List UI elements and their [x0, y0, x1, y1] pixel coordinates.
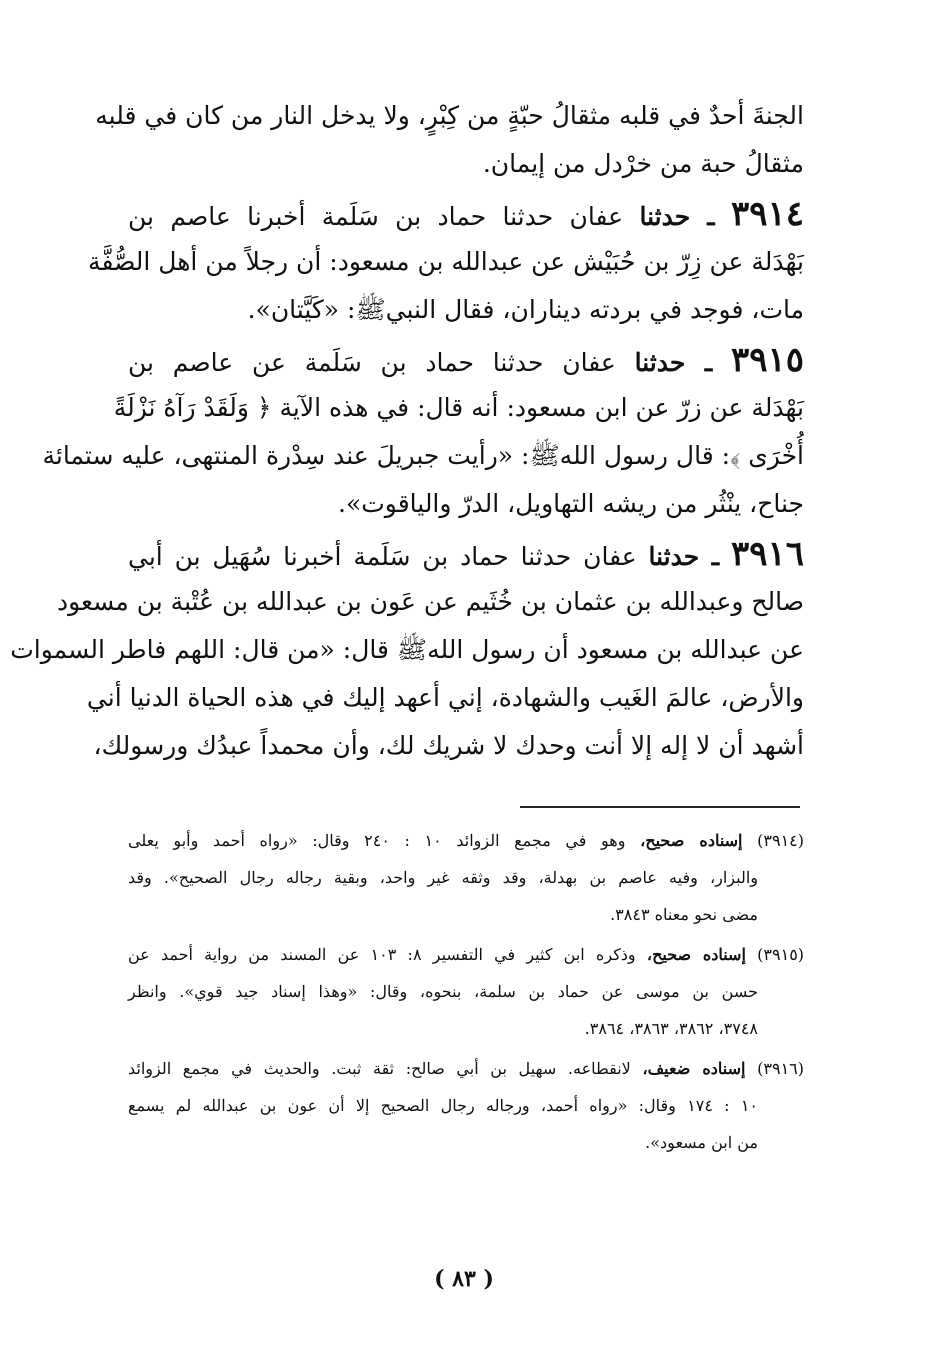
hadith-3914 [88, 190, 805, 334]
footnote-line: مضى نحو معناه ٣٨٤٣. [610, 905, 758, 924]
text-line: مثقالُ حبة من خرْدل من إيمان. [482, 149, 804, 178]
text-line: عفان حدثنا حماد بن سَلَمة أخبرنا سُهَيل بن أبي [128, 542, 637, 571]
hadith-label: ـ حدثنا [634, 348, 713, 377]
footnote-grade: إسناده صحيح، [640, 831, 743, 850]
footnote-line: والبزار، وفيه عاصم بن بهدلة، وقد وثقه غير واحد، وبقية رجاله رجال الصحيح». وقد [128, 868, 758, 887]
text-line: عن عبدالله بن مسعود أن رسول اللهﷺ قال: «من قال: اللهم فاطر السموات [10, 635, 804, 664]
main-text [10, 92, 805, 770]
hadith-label: ـ حدثنا [639, 202, 715, 231]
hadith-label: ـ حدثنا [648, 542, 720, 571]
footnote-text: وذكره ابن كثير في التفسير ٨: ١٠٣ عن المسند من رواية أحمد عن [128, 945, 636, 964]
footnote-ref: (٣٩١٦) [757, 1059, 804, 1078]
text-line: جناح، ينْثُر من ريشه التهاويل، الدرّ والياقوت». [338, 489, 804, 518]
footnote-ref: (٣٩١٥) [757, 945, 805, 964]
text-line: بَهْدَلة عن زِرّ بن حُبَيْش عن عبدالله بن مسعود: أن رجلاً من أهل الصُّفَّة [88, 247, 804, 276]
footnotes [128, 822, 804, 1161]
footnote-line: من ابن مسعود». [645, 1133, 758, 1152]
text-line: أشهد أن لا إله إلا أنت وحدك لا شريك لك، وأن محمداً عبدُك ورسولك، [93, 731, 804, 760]
footnote-line: ٣٧٤٨، ٣٨٦٢، ٣٨٦٣، ٣٨٦٤. [584, 1019, 758, 1038]
footnote-text: وهو في مجمع الزوائد ١٠ : ٢٤٠ وقال: «رواه أحمد وأبو يعلى [128, 831, 626, 850]
text-line: عفان حدثنا حماد بن سَلَمة أخبرنا عاصم بن [128, 202, 624, 231]
text-line: صالح وعبدالله بن عثمان بن خُثَيم عن عَون بن عبدالله بن عُتْبة بن مسعود [57, 587, 804, 616]
hadith-number: ٣٩١٦ [730, 534, 804, 574]
footnote-divider [520, 806, 800, 808]
page-number: ( ٨٣ ) [434, 1266, 494, 1292]
text-line: مات، فوجد في بردته ديناران، فقال النبيﷺ: «كَيَّتان». [247, 295, 804, 324]
footnote-text: لانقطاعه. سهيل بن أبي صالح: ثقة ثبت. والحديث في مجمع الزوائد [128, 1059, 631, 1078]
footnote-grade: إسناده ضعيف، [642, 1059, 746, 1078]
footnote-ref: (٣٩١٤) [757, 831, 804, 850]
footnote-3914 [128, 822, 804, 933]
footnote-3916 [128, 1050, 804, 1161]
text-line: بَهْدَلة عن زرّ عن ابن مسعود: أنه قال: في هذه الآية ﴿ وَلَقَدْ رَآهُ نَزْلَةً [113, 393, 804, 422]
text-line: عفان حدثنا حماد بن سَلَمة عن عاصم بن [128, 348, 616, 377]
footnote-line: ١٠ : ١٧٤ وقال: «رواه أحمد، ورجاله رجال الصحيح إلا أن عون بن عبدالله لم يسمع [128, 1096, 759, 1115]
footnote-grade: إسناده صحيح، [646, 945, 746, 964]
text-line: الجنةَ أحدٌ في قلبه مثقالُ حبّةٍ من كِبْرٍ، ولا يدخل النار من كان في قلبه [95, 101, 804, 130]
intro-paragraph [95, 92, 804, 188]
hadith-number: ٣٩١٥ [730, 340, 804, 380]
text-line: أُخْرَى ﴾: قال رسول اللهﷺ: «رأيت جبريلَ عند سِدْرة المنتهى، عليه ستمائة [42, 441, 804, 470]
hadith-number: ٣٩١٤ [730, 194, 805, 234]
hadith-3915 [42, 336, 804, 528]
footnote-line: حسن بن موسى عن حماد بن سلمة، بنحوه، وقال: «وهذا إسناد جيد قوي». وانظر [128, 982, 758, 1001]
footnote-3915 [128, 936, 804, 1047]
text-line: والأرض، عالمَ الغَيب والشهادة، إني أعهد إليك في هذه الحياة الدنيا أني [86, 683, 804, 712]
hadith-3916 [10, 530, 804, 770]
